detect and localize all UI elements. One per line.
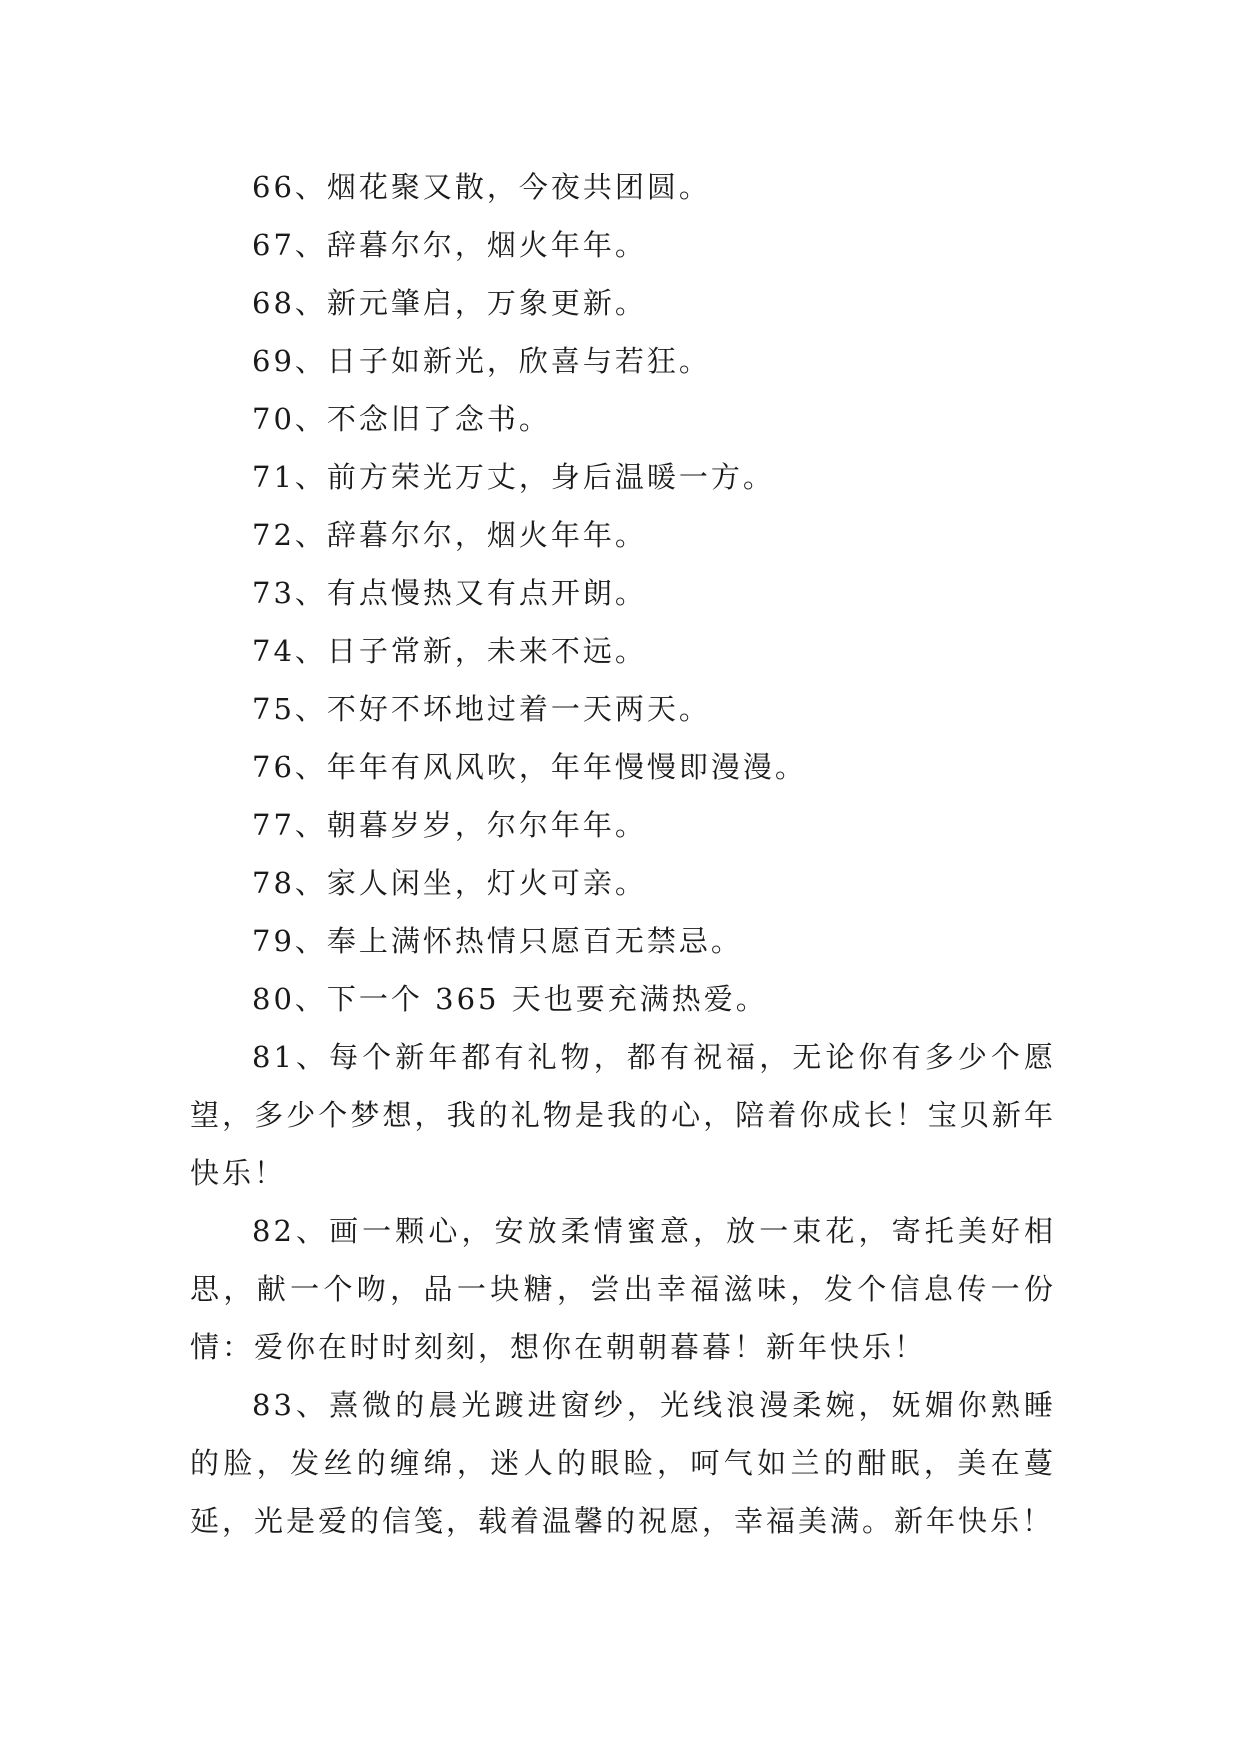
list-item: 69、日子如新光，欣喜与若狂。 [252,344,711,378]
list-item: 77、朝暮岁岁，尔尔年年。 [252,808,647,842]
list-item: 66、烟花聚又散，今夜共团圆。 [252,170,711,204]
list-item: 67、辞暮尔尔，烟火年年。 [252,228,647,262]
paragraph: 81、每个新年都有礼物，都有祝福，无论你有多少个愿望，多少个梦想，我的礼物是我的心，陪着你成长！宝贝新年快乐！ [190,1040,1056,1190]
list-item: 73、有点慢热又有点开朗。 [252,576,647,610]
document-body [190,158,1056,1550]
list-item: 70、不念旧了念书。 [252,402,551,436]
list-item: 75、不好不坏地过着一天两天。 [252,692,711,726]
list-item: 74、日子常新，未来不远。 [252,634,647,668]
paragraph: 83、熹微的晨光踱进窗纱，光线浪漫柔婉，妩媚你熟睡的脸，发丝的缠绵，迷人的眼睑，呵气如兰的酣眠，美在蔓延，光是爱的信笺，载着温馨的祝愿，幸福美满。新年快乐！ [190,1388,1056,1538]
list-item: 76、年年有风风吹，年年慢慢即漫漫。 [252,750,807,784]
list-item: 78、家人闲坐，灯火可亲。 [252,866,647,900]
list-item: 68、新元肇启，万象更新。 [252,286,647,320]
list-item: 80、下一个 365 天也要充满热爱。 [252,982,768,1016]
list-item: 72、辞暮尔尔，烟火年年。 [252,518,647,552]
list-item: 79、奉上满怀热情只愿百无禁忌。 [252,924,743,958]
list-item: 71、前方荣光万丈，身后温暖一方。 [252,460,775,494]
paragraph: 82、画一颗心，安放柔情蜜意，放一束花，寄托美好相思，献一个吻，品一块糖，尝出幸福滋味，发个信息传一份情：爱你在时时刻刻，想你在朝朝暮暮！新年快乐！ [190,1214,1056,1364]
